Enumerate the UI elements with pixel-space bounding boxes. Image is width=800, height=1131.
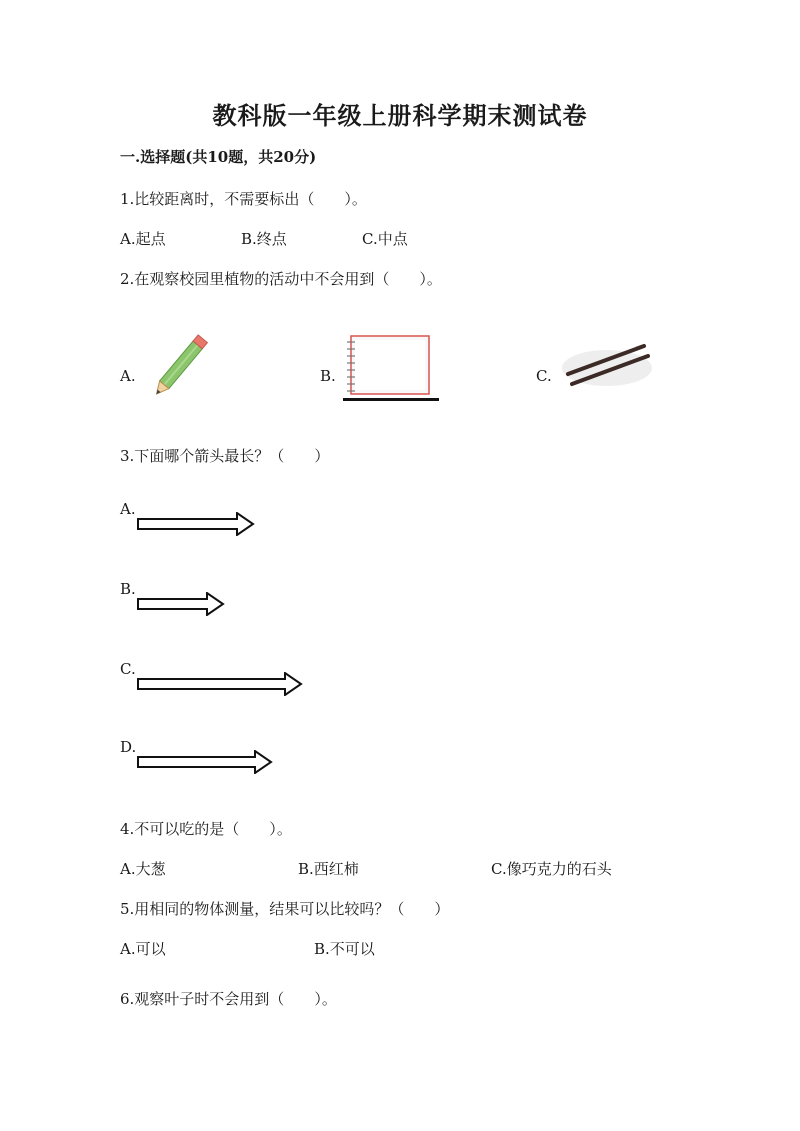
- question-3: 3.下面哪个箭头最长？（ ）: [120, 447, 330, 465]
- q3-option-b[interactable]: B.: [120, 580, 136, 598]
- arrow-icon: [137, 512, 257, 536]
- q4-option-a[interactable]: A.大葱: [120, 860, 166, 878]
- question-5: 5.用相同的物体测量，结果可以比较吗？（ ）: [120, 900, 450, 918]
- q2-option-b[interactable]: B.: [320, 367, 336, 385]
- q5-option-a[interactable]: A.可以: [120, 940, 166, 958]
- question-1: 1.比较距离时，不需要标出（ ）。: [120, 190, 367, 208]
- q5-option-b[interactable]: B.不可以: [314, 940, 375, 958]
- q4-option-b[interactable]: B.西红柿: [298, 860, 359, 878]
- q3-option-d[interactable]: D.: [120, 738, 137, 756]
- question-6: 6.观察叶子时不会用到（ ）。: [120, 990, 337, 1008]
- q2-option-c[interactable]: C.: [536, 367, 552, 385]
- q3-option-c[interactable]: C.: [120, 660, 136, 678]
- arrow-icon: [137, 672, 305, 696]
- section-heading: 一.选择题(共10题，共20分): [120, 148, 317, 166]
- q1-option-c[interactable]: C.中点: [362, 230, 408, 248]
- arrow-icon: [137, 592, 227, 616]
- page-title: 教科版一年级上册科学期末测试卷: [212, 101, 588, 130]
- question-2: 2.在观察校园里植物的活动中不会用到（ ）。: [120, 270, 442, 288]
- question-4: 4.不可以吃的是（ ）。: [120, 820, 292, 838]
- q3-option-a[interactable]: A.: [120, 500, 136, 518]
- q1-option-b[interactable]: B.终点: [241, 230, 287, 248]
- arrow-icon: [137, 750, 275, 774]
- q4-option-c[interactable]: C.像巧克力的石头: [491, 860, 612, 878]
- pencil-icon: [143, 326, 223, 402]
- notebook-icon: [341, 332, 439, 404]
- q1-option-a[interactable]: A.起点: [120, 230, 166, 248]
- chopsticks-icon: [560, 340, 654, 390]
- q2-option-a[interactable]: A.: [120, 367, 136, 385]
